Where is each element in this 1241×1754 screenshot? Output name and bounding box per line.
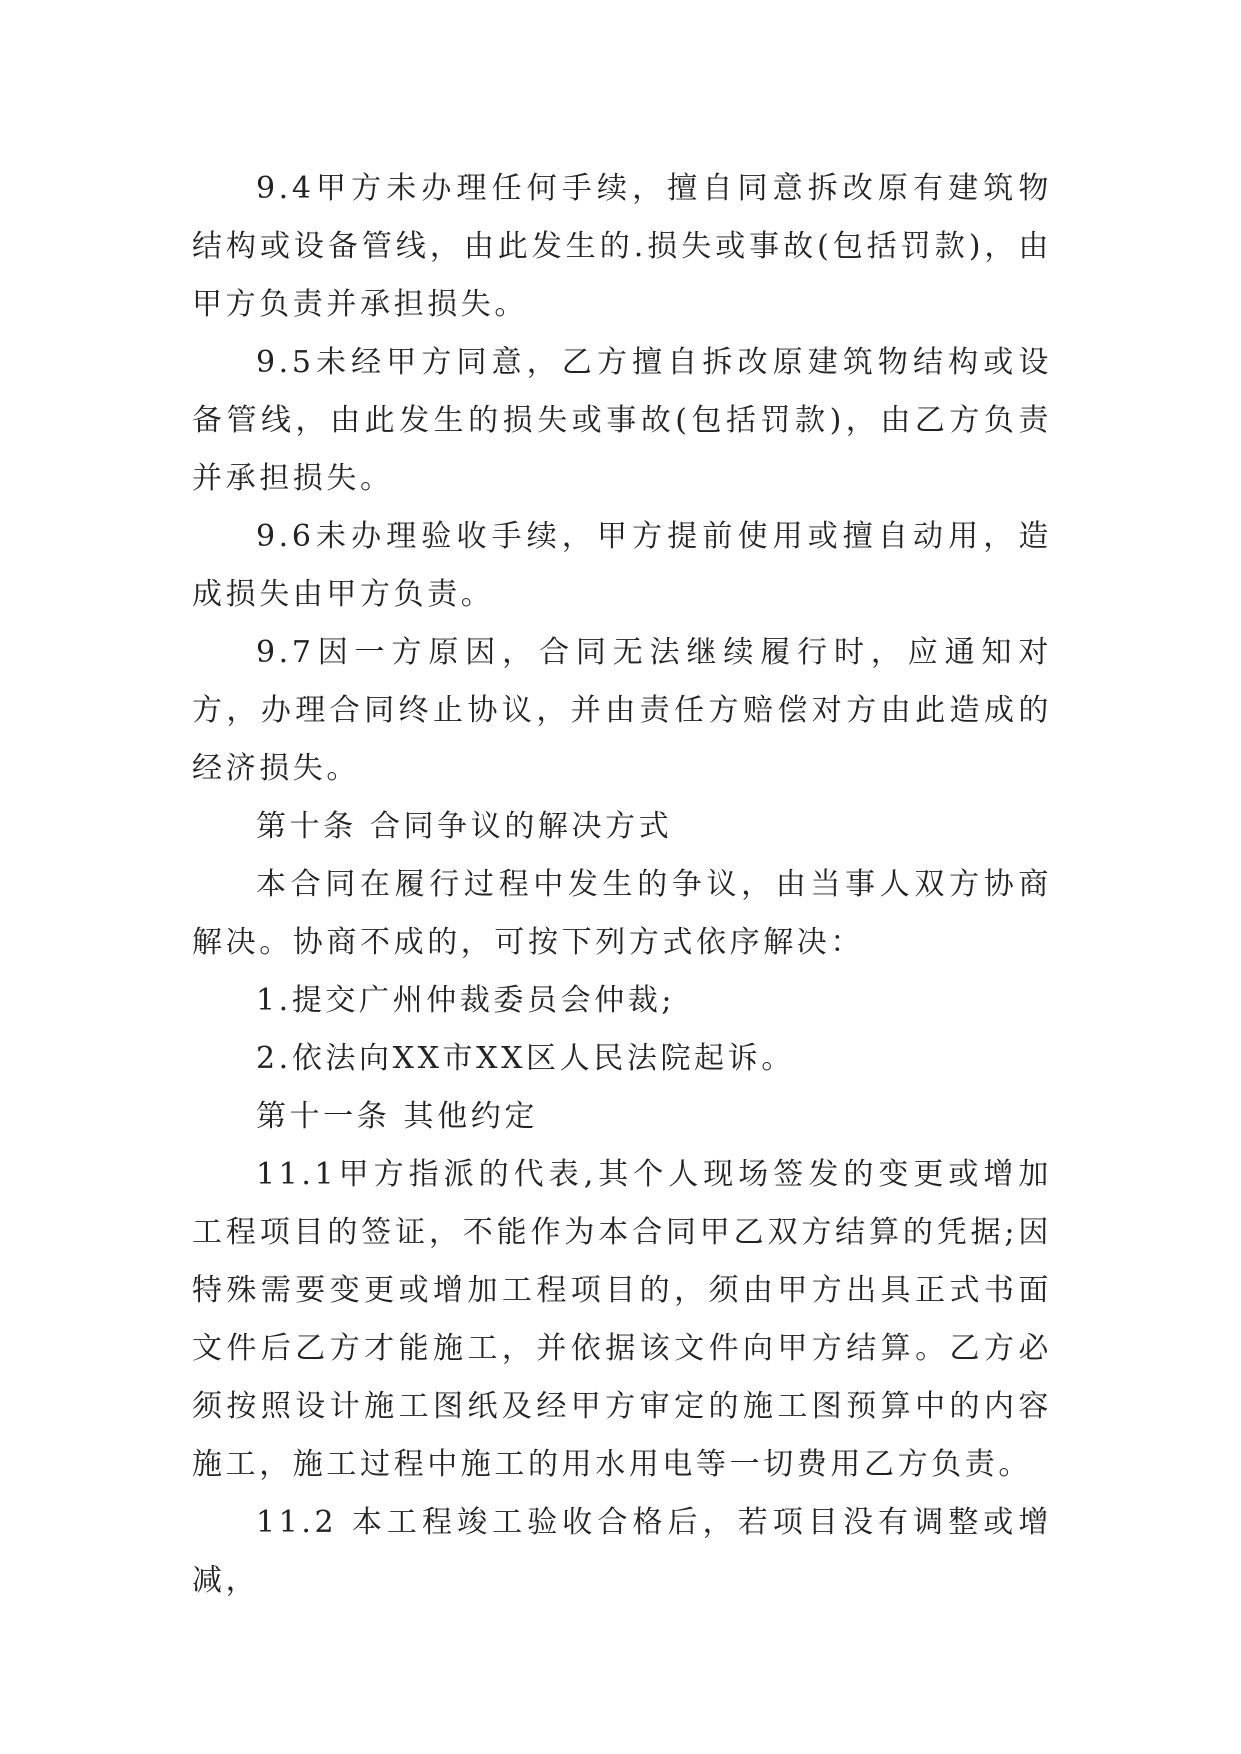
article-10-item-1: 1.提交广州仲裁委员会仲裁; bbox=[256, 983, 676, 1018]
clause-9-6: 9.6未办理验收手续，甲方提前使用或擅自动用，造成损失由甲方负责。 bbox=[192, 519, 1052, 612]
article-10-item-2: 2.依法向XX市XX区人民法院起诉。 bbox=[256, 1041, 795, 1076]
document-body bbox=[192, 160, 1052, 1610]
clause-11-2: 11.2 本工程竣工验收合格后，若项目没有调整或增减， bbox=[192, 1505, 1052, 1598]
clause-11-1: 11.1甲方指派的代表,其个人现场签发的变更或增加工程项目的签证，不能作为本合同甲乙双方结算的凭据;因特殊需要变更或增加工程项目的，须由甲方出具正式书面文件后乙方才能施工，并依据该文件向甲方结算。乙方必须按照设计施工图纸及经甲方审定的施工图预算中的内容施工，施工过程中施工的用水用电等一切费用乙方负责。 bbox=[192, 1157, 1052, 1482]
clause-9-5: 9.5未经甲方同意，乙方擅自拆改原建筑物结构或设备管线，由此发生的损失或事故(包括罚款)，由乙方负责并承担损失。 bbox=[192, 345, 1052, 496]
clause-9-7: 9.7因一方原因，合同无法继续履行时，应通知对方，办理合同终止协议，并由责任方赔偿对方由此造成的经济损失。 bbox=[192, 635, 1052, 786]
article-10-intro: 本合同在履行过程中发生的争议，由当事人双方协商解决。协商不成的，可按下列方式依序解决： bbox=[192, 867, 1052, 960]
article-11-heading: 第十一条 其他约定 bbox=[256, 1099, 538, 1134]
article-10-heading: 第十条 合同争议的解决方式 bbox=[256, 809, 673, 844]
clause-9-4: 9.4甲方未办理任何手续，擅自同意拆改原有建筑物结构或设备管线，由此发生的.损失或事故(包括罚款)，由甲方负责并承担损失。 bbox=[192, 171, 1052, 322]
